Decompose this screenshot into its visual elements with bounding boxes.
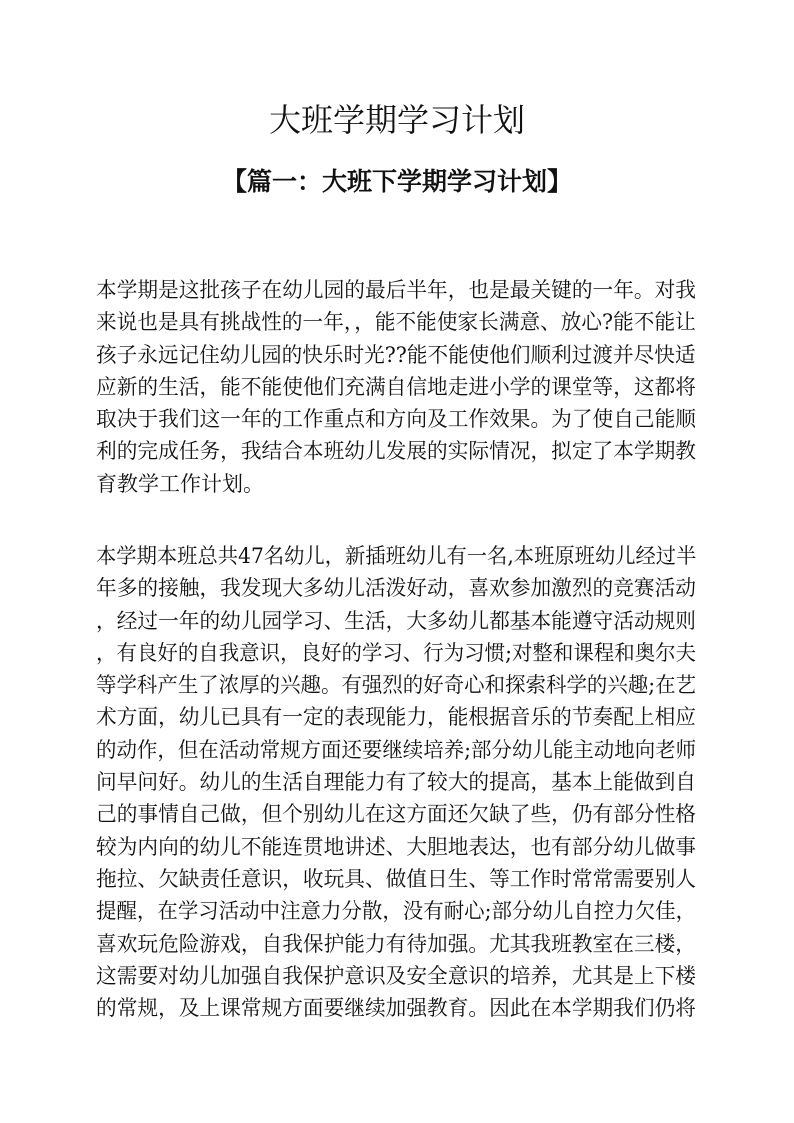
paragraph-line: 利的完成任务，我结合本班幼儿发展的实际情况，拟定了本学期教 (96, 439, 696, 464)
paragraph-class-status (96, 540, 696, 1024)
paragraph-line: 的动作，但在活动常规方面还要继续培养;部分幼儿能主动地向老师 (96, 737, 697, 762)
paragraph-line: 等学科产生了浓厚的兴趣。有强烈的好奇心和探索科学的兴趣;在艺 (96, 673, 697, 698)
paragraph-line: 年多的接触，我发现大多幼儿活泼好动，喜欢参加激烈的竞赛活动 (96, 576, 696, 601)
paragraph-line: 己的事情自己做，但个别幼儿在这方面还欠缺了些，仍有部分性格 (96, 802, 696, 827)
paragraph-line: 本学期是这批孩子在幼儿园的最后半年，也是最关键的一年。对我 (96, 278, 696, 302)
paragraph-line: 提醒，在学习活动中注意力分散，没有耐心;部分幼儿自控力欠佳， (96, 899, 697, 924)
paragraph-line: ，有良好的自我意识，良好的学习、行为习惯;对整和课程和奥尔夫 (96, 640, 697, 665)
paragraph-line: ，经过一年的幼儿园学习、生活，大多幼儿都基本能遵守活动规则 (96, 608, 696, 633)
paragraph-line: 问早问好。幼儿的生活自理能力有了较大的提高，基本上能做到自 (96, 770, 696, 795)
paragraph-line: 应新的生活，能不能使他们充满自信地走进小学的课堂等，这都将 (96, 374, 696, 399)
paragraph-line: 育教学工作计划。 (96, 471, 264, 496)
paragraph-intro (96, 274, 696, 500)
paragraph-line: 喜欢玩危险游戏，自我保护能力有待加强。尤其我班教室在三楼， (96, 931, 696, 956)
paragraph-line: 较为内向的幼儿不能连贯地讲述、大胆地表达，也有部分幼儿做事 (96, 834, 696, 859)
paragraph-line: 的常规，及上课常规方面要继续加强教育。因此在本学期我们仍将 (96, 996, 696, 1021)
paragraph-line: 孩子永远记住幼儿园的快乐时光??能不能使他们顺利过渡并尽快适 (96, 342, 696, 367)
paragraph-line: 拖拉、欠缺责任意识，收玩具、做值日生、等工作时常常需要别人 (96, 866, 696, 891)
document-title: 大班学期学习计划 (268, 101, 525, 139)
paragraph-line: 取决于我们这一年的工作重点和方向及工作效果。为了使自己能顺 (96, 407, 696, 432)
paragraph-line: 本学期本班总共47名幼儿，新插班幼儿有一名,本班原班幼儿经过半 (96, 544, 697, 568)
paragraph-line: 来说也是具有挑战性的一年，，能不能使家长满意、放心?能不能让 (96, 310, 696, 335)
document-subtitle: 【篇一：大班下学期学习计划】 (221, 167, 572, 196)
paragraph-line: 这需要对幼儿加强自我保护意识及安全意识的培养，尤其是上下楼 (96, 963, 696, 988)
paragraph-line: 术方面，幼儿已具有一定的表现能力，能根据音乐的节奏配上相应 (96, 705, 696, 730)
